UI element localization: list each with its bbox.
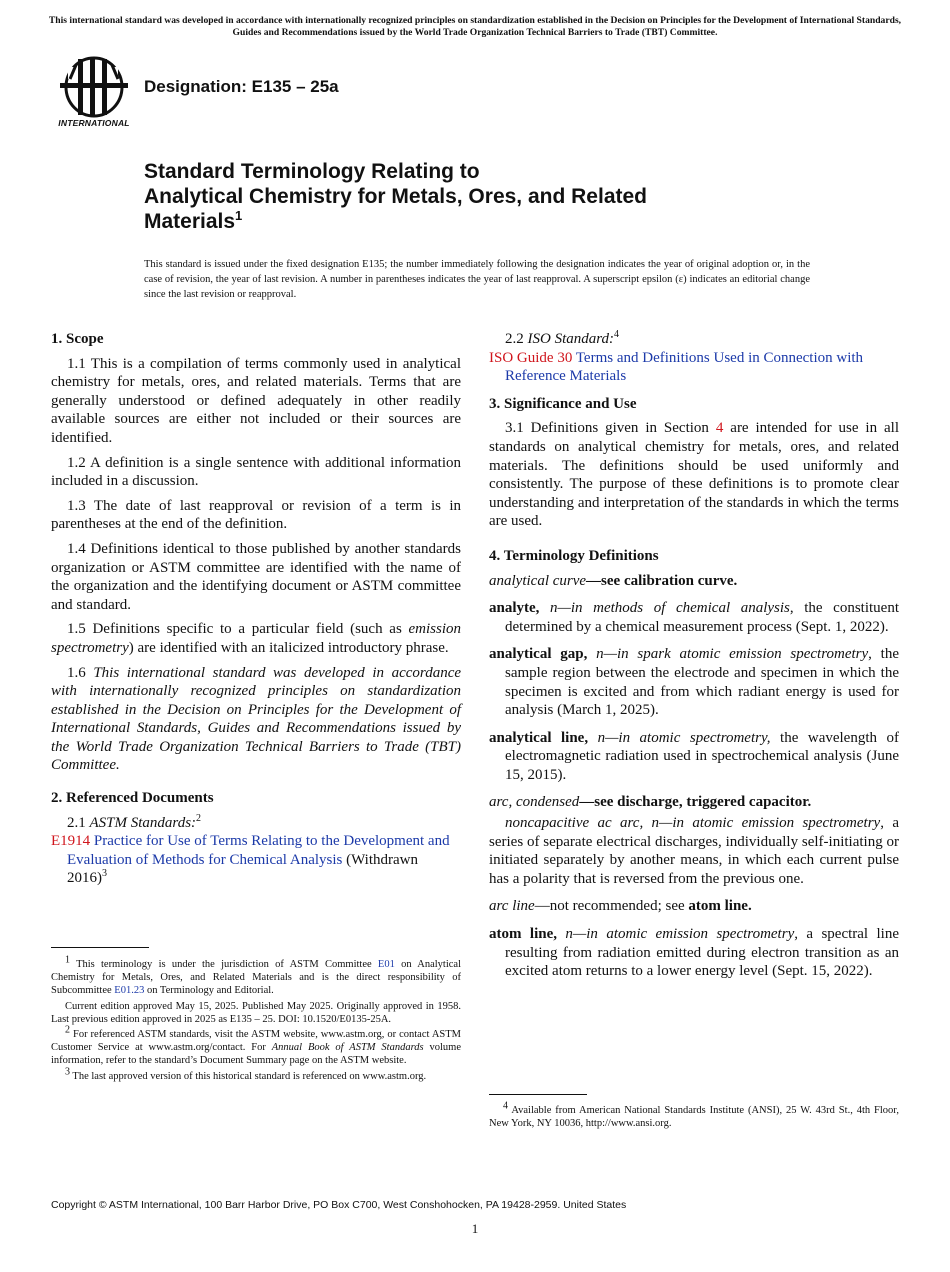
reference-title-link[interactable]: Practice for Use of Terms Relating to the Development and Evaluation of Methods for Chemical Analysis: [67, 833, 450, 868]
logo-caption: INTERNATIONAL: [58, 118, 130, 128]
section-4-link[interactable]: 4: [715, 420, 724, 437]
left-column: [51, 330, 461, 888]
paragraph-2-1: 2.1 ASTM Standards:$^2$: [67, 812, 202, 831]
term-arc-line: arc line—not recommended; see atom line.: [489, 898, 752, 915]
reference-iso-guide-30[interactable]: [489, 349, 899, 386]
footnote-3: $^3$ The last approved version of this historical standard is referenced on www.astm.org.: [65, 1066, 427, 1082]
copyright-notice: Copyright © ASTM International, 100 Barr Harbor Drive, PO Box C700, West Conshohocken, PA 19428-2959. United States: [51, 1199, 627, 1211]
paragraph-1-5: 1.5 Definitions specific to a particular field (such as emission spectrometry) are identified with an italicized introductory phrase.: [51, 621, 461, 656]
section-heading-referenced: 2. Referenced Documents: [51, 790, 214, 807]
footnote-1: $^1$ This terminology is under the jurisdiction of ASTM Committee E01 on Analytical Chemistry for Metals, Ores, and Related Materials and is the direct responsibility of Subcommittee E01.23 on Terminology and Editorial.: [51, 954, 462, 997]
document-title: [144, 159, 784, 234]
section-heading-scope: 1. Scope: [51, 331, 104, 347]
title-line: Analytical Chemistry for Metals, Ores, and Related: [144, 185, 647, 208]
footnote-2: $^2$ For referenced ASTM standards, visit the ASTM website, www.astm.org, or contact ASTM Customer Service at www.astm.org/contact. For Annual Book of ASTM Standards volume information, refer to the standard’s Document Summary page on the ASTM website.: [51, 1024, 462, 1067]
reference-code-link[interactable]: E1914: [51, 833, 91, 850]
term-arc-condensed: arc, condensed—see discharge, triggered capacitor.: [489, 794, 812, 811]
title-line: Standard Terminology Relating to: [144, 160, 480, 183]
term-analytical-curve: analytical curve—see calibration curve.: [489, 572, 738, 589]
reference-title-link[interactable]: Terms and Definitions Used in Connection with Reference Materials: [505, 349, 864, 385]
designation: Designation: E135 – 25a: [144, 77, 339, 96]
term-analytical-line: analytical line, n—in atomic spectrometry, the wavelength of electromagnetic radiation used in spectrochemical analysis (June 15, 2015).: [489, 729, 899, 783]
term-atom-line: atom line, n—in atomic emission spectrometry, a spectral line resulting from radiation emitted during electron transition as an excited atom returns to a lower energy level (Sept. 15, 2022).: [489, 926, 900, 980]
term-noncapacitive-ac-arc: noncapacitive ac arc, n—in atomic emission spectrometry, a series of separate electrical discharges, individually self-initiating or initiated separately by another means, in which each current pulse has a polarity that is reversed from the previous one.: [489, 815, 899, 887]
term-analyte: analyte, n—in methods of chemical analysis, the constituent determined by a chemical measurement process (Sept. 1, 2022).: [489, 600, 899, 635]
term-analytical-gap: analytical gap, n—in spark atomic emission spectrometry, the sample region between the electrode and specimen in which the specimen is excited and from which radiant energy is used for analysis (March 1, 2025).: [489, 646, 900, 719]
reference-e1914[interactable]: E1914 Practice for Use of Terms Relating to the Development and Evaluation of Methods for Chemical Analysis (Withdrawn 2016)$^3$: [51, 833, 450, 887]
footnote-4: $^4$ Available from American National Standards Institute (ANSI), 25 W. 43rd St., 4th Floor, New York, NY 10036, http://www.ansi.org.: [489, 1100, 899, 1130]
right-column: [489, 330, 899, 990]
title-line: Materials: [144, 210, 236, 233]
footnote-1-edition: Current edition approved May 15, 2025. Published May 2025. Originally approved in 1958. Last previous edition approved in 2025 as E135 – 25. DOI: 10.1520/E0135-25A.: [51, 1000, 461, 1025]
page-number: 1: [471, 1221, 479, 1236]
issue-note: This standard is issued under the fixed designation E135; the number immediately following the designation indicates the year of original adoption or, in the case of revision, the year of last revision. A number in parentheses indicates the year of last reapproval. A superscript epsilon (ε) indicates an editorial change since the last revision or reapproval.: [144, 259, 810, 300]
paragraph-1-2: 1.2 A definition is a single sentence with additional information included in a discussion.: [51, 454, 461, 490]
paragraph-2-2: 2.2 ISO Standard:$^4$: [505, 329, 620, 347]
section-heading-terminology: 4. Terminology Definitions: [489, 547, 659, 564]
section-heading-significance: 3. Significance and Use: [489, 395, 637, 412]
footnotes-left: [51, 954, 462, 1085]
top-notice: This international standard was developed in accordance with internationally recognized principles on standardization established in the Decision on Principles for the Development of International Standards, Guides and Recommendations issued by the World Trade Organization Technical Barriers to Trade (TBT) Committee.: [48, 15, 902, 38]
astm-logo-icon: [54, 55, 134, 131]
footnote-rule: [51, 947, 149, 948]
footnote-rule: [489, 1094, 587, 1095]
subcommittee-link[interactable]: E01.23: [114, 985, 145, 997]
committee-link[interactable]: E01: [377, 959, 395, 970]
paragraph-1-3: 1.3 The date of last reapproval or revision of a term is in parentheses at the end of the definition.: [51, 497, 461, 533]
paragraph-1-4: 1.4 Definitions identical to those published by another standards organization or ASTM committee are identified with the name of the organization and the identifying document or ASTM committee and standard.: [51, 540, 461, 613]
reference-code-link[interactable]: ISO Guide 30: [489, 349, 573, 366]
footnotes-right: [489, 1100, 899, 1132]
title-footnote-ref[interactable]: 1: [235, 208, 243, 223]
paragraph-1-1: 1.1 This is a compilation of terms commonly used in analytical chemistry for metals, ores, and related materials. Terms that are generally understood or defined adequately in other readily available sources are either not included or their sources are identified.: [51, 355, 461, 446]
paragraph-3-1: 3.1 Definitions given in Section 4 are intended for use in all standards on analytical chemistry for metals, ores, and related materials. The definitions should be used uniformly and consistently. The purpose of these definitions is to promote clear understanding and interpretation of the standards in which the terms are used.: [489, 420, 900, 530]
paragraph-1-6: 1.6 This international standard was developed in accordance with internationally recognized principles on standardization established in the Decision on Principles for the Development of International Standards, Guides and Recommendations issued by the World Trade Organization Technical Barriers to Trade (TBT) Committee.: [51, 664, 462, 774]
